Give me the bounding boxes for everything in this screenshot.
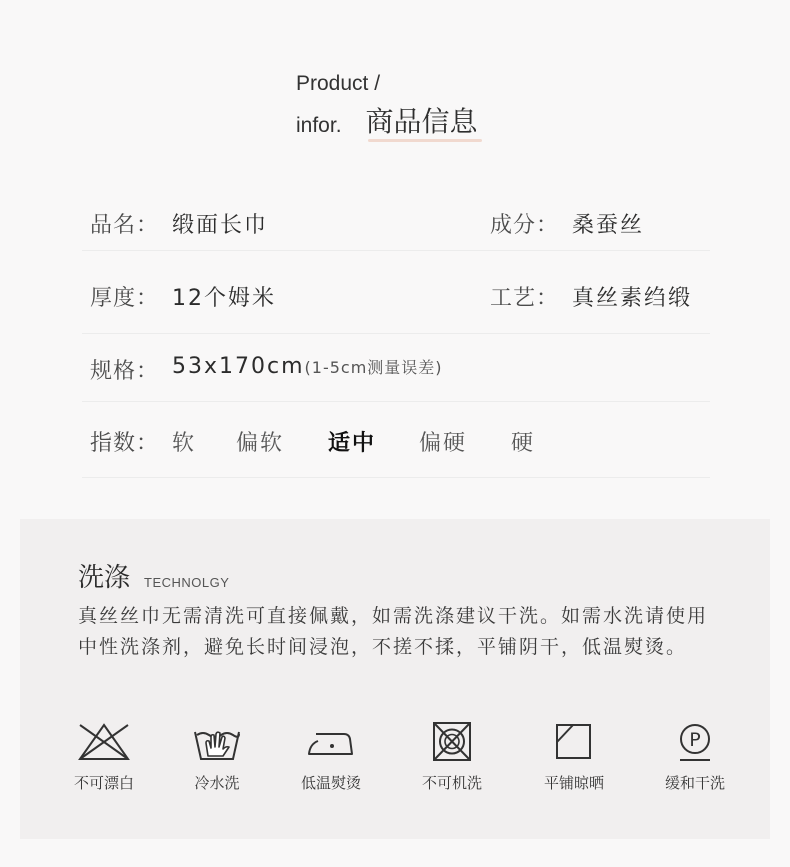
no-bleach-icon <box>77 722 131 762</box>
spec-value-name: 缎面长巾 <box>172 213 269 238</box>
care-label-no-bleach: 不可漂白 <box>73 774 134 792</box>
index-option-slightly-soft: 偏软 <box>236 431 285 456</box>
care-item-cold-wash <box>162 722 272 793</box>
spec-value-thickness: 12个姆米 <box>172 286 276 311</box>
spec-label-thickness: 厚度： <box>90 286 160 311</box>
spec-label-material: 成分： <box>490 213 560 238</box>
care-description: 真丝丝巾无需清洗可直接佩戴，如需洗涤建议干洗。如需水洗请使用中性洗涤剂，避免长时间浸泡，不搓不揉，平铺阴干，低温熨烫。 <box>78 605 709 658</box>
index-option-soft: 软 <box>172 431 197 456</box>
page-title: 商品信息 <box>366 106 478 138</box>
section-header <box>296 72 478 138</box>
spec-label-craft: 工艺： <box>490 286 560 311</box>
care-item-no-bleach <box>49 722 159 793</box>
index-option-slightly-hard: 偏硬 <box>419 431 468 456</box>
care-label-gentle-dry-clean: 缓和干洗 <box>664 774 725 792</box>
care-title-en: TECHNOLGY <box>144 575 230 590</box>
care-item-no-machine-wash <box>397 722 507 793</box>
spec-label-index: 指数： <box>90 431 160 456</box>
index-option-medium: 适中 <box>328 431 377 456</box>
care-title-cn: 洗涤 <box>78 563 131 593</box>
care-item-low-iron <box>276 722 386 793</box>
spec-row-thickness <box>82 251 710 334</box>
spec-row-index <box>82 402 710 478</box>
no-machine-wash-icon <box>425 722 479 762</box>
care-label-flat-dry: 平铺晾晒 <box>543 774 604 792</box>
size-note: (1-5cm测量误差) <box>304 358 443 377</box>
size-value-text: 53x170cm <box>172 354 305 379</box>
spec-label-name: 品名： <box>90 213 160 238</box>
cold-wash-icon <box>190 722 244 762</box>
spec-label-size: 规格： <box>90 359 160 384</box>
spec-value-size <box>172 354 443 379</box>
gentle-dry-clean-icon <box>668 722 722 762</box>
flat-dry-shade-icon <box>547 722 601 762</box>
care-label-low-iron: 低温熨烫 <box>300 774 361 792</box>
svg-text:P: P <box>689 729 701 751</box>
index-option-hard: 硬 <box>511 431 536 456</box>
spec-row-name <box>82 188 710 251</box>
care-label-no-machine-wash: 不可机洗 <box>421 774 482 792</box>
title-underline <box>368 139 482 142</box>
spec-row-size <box>82 334 710 402</box>
header-en-line2: infor. <box>296 114 342 137</box>
care-title <box>78 557 229 594</box>
care-item-gentle-dry-clean <box>640 722 750 793</box>
care-label-cold-wash: 冷水洗 <box>194 774 240 792</box>
header-en-line1: Product / <box>296 72 381 95</box>
care-section <box>20 519 770 839</box>
care-item-flat-dry <box>519 722 629 793</box>
low-iron-icon <box>304 722 358 762</box>
spec-value-craft: 真丝素绉缎 <box>572 286 693 311</box>
spec-value-material: 桑蚕丝 <box>572 213 645 238</box>
